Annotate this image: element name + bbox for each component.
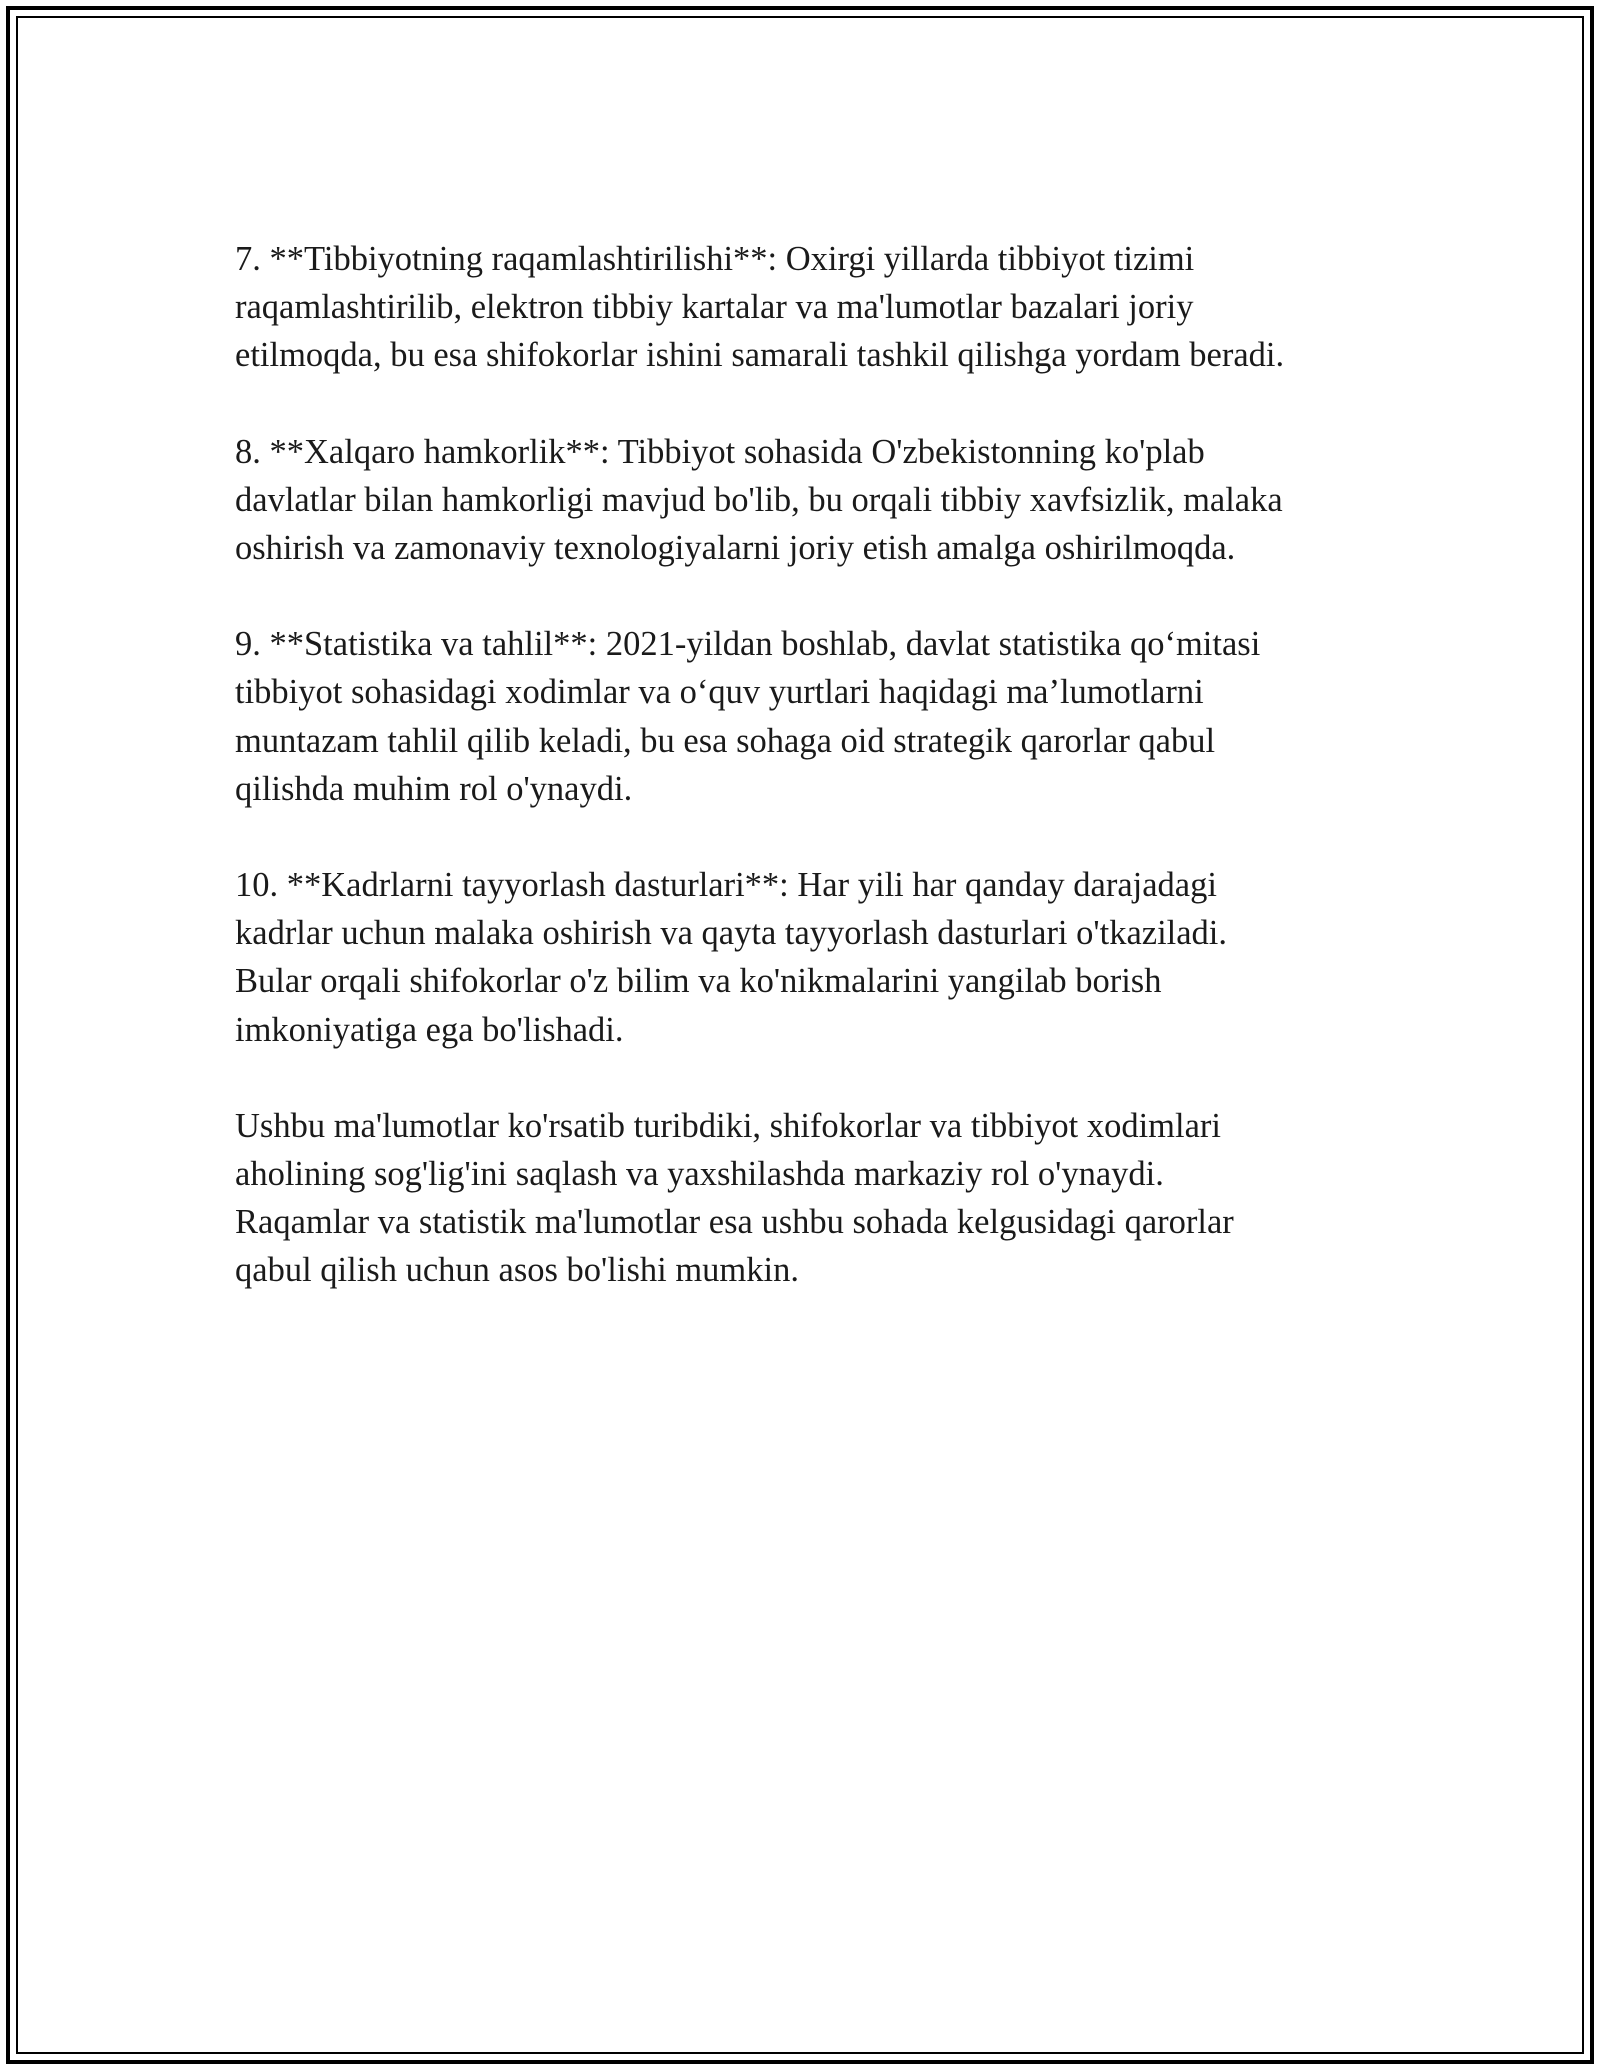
text-line: qabul qilish uchun asos bo'lishi mumkin.	[235, 1251, 799, 1290]
text-line: 8. **Xalqaro hamkorlik**: Tibbiyot sohasida O'zbekistonning ko'plab	[235, 432, 1205, 471]
paragraph-international-cooperation	[235, 428, 1415, 573]
text-line: 7. **Tibbiyotning raqamlashtirilishi**: Oxirgi yillarda tibbiyot tizimi	[235, 240, 1195, 278]
text-line: 9. **Statistika va tahlil**: 2021-yildan boshlab, davlat statistika qo‘mitasi	[235, 625, 1261, 664]
text-line: imkoniyatiga ega bo'lishadi.	[235, 1010, 624, 1049]
text-line: 10. **Kadrlarni tayyorlash dasturlari**: Har yili har qanday darajadagi	[235, 866, 1217, 905]
text-line: aholining sog'lig'ini saqlash va yaxshilashda markaziy rol o'ynaydi.	[235, 1155, 1164, 1194]
page-body	[235, 235, 1415, 1343]
text-line: tibbiyot sohasidagi xodimlar va o‘quv yurtlari haqidagi ma’lumotlarni	[235, 673, 1204, 712]
text-line: muntazam tahlil qilib keladi, bu esa sohaga oid strategik qarorlar qabul	[235, 721, 1216, 760]
paragraph-statistics	[235, 620, 1415, 813]
paragraph-training-programs	[235, 861, 1415, 1054]
text-line: Ushbu ma'lumotlar ko'rsatib turibdiki, shifokorlar va tibbiyot xodimlari	[235, 1106, 1221, 1145]
paragraph-digitalization	[235, 235, 1415, 380]
text-line: kadrlar uchun malaka oshirish va qayta tayyorlash dasturlari o'tkaziladi.	[235, 914, 1228, 953]
paragraph-conclusion	[235, 1102, 1415, 1295]
text-line: etilmoqda, bu esa shifokorlar ishini samarali tashkil qilishga yordam beradi.	[235, 336, 1285, 375]
text-line: davlatlar bilan hamkorligi mavjud bo'lib, bu orqali tibbiy xavfsizlik, malaka	[235, 480, 1283, 519]
text-line: oshirish va zamonaviy texnologiyalarni joriy etish amalga oshirilmoqda.	[235, 529, 1236, 568]
text-line: qilishda muhim rol o'ynaydi.	[235, 769, 633, 808]
text-line: raqamlashtirilib, elektron tibbiy kartalar va ma'lumotlar bazalari joriy	[235, 288, 1194, 327]
text-line: Raqamlar va statistik ma'lumotlar esa ushbu sohada kelgusidagi qarorlar	[235, 1203, 1234, 1242]
text-line: Bular orqali shifokorlar o'z bilim va ko'nikmalarini yangilab borish	[235, 962, 1162, 1001]
